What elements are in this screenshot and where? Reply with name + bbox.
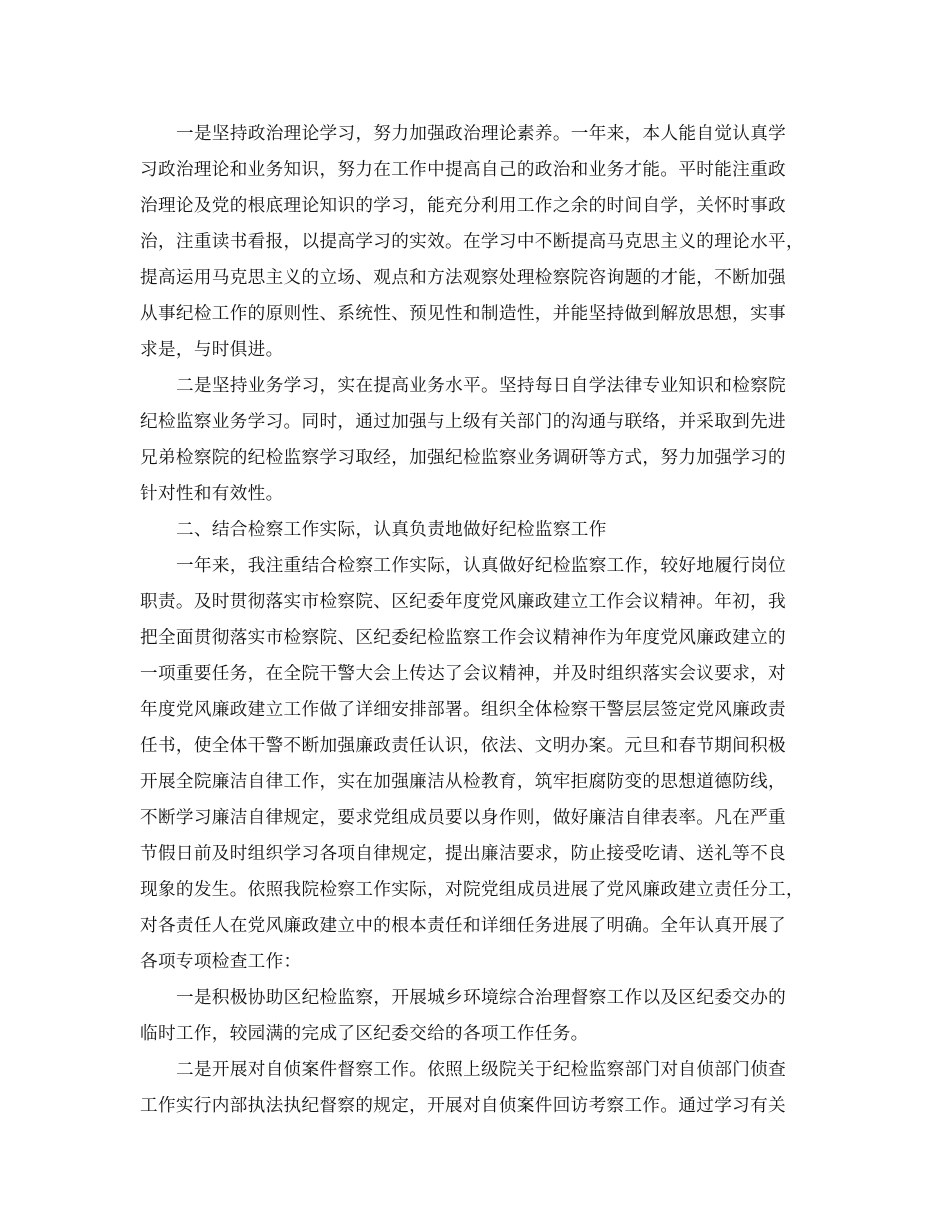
text-line: 工作实行内部执法执纪督察的规定，开展对自侦案件回访考察工作。通过学习有关 (140, 1096, 786, 1116)
text-line: 一是坚持政治理论学习，努力加强政治理论素养。一年来，本人能自觉认真学 (176, 124, 787, 144)
text-line: 各项专项检查工作： (140, 952, 302, 972)
text-line: 不断学习廉洁自律规定，要求党组成员要以身作则，做好廉洁自律表率。凡在严重 (140, 808, 786, 828)
text-line: 节假日前及时组织学习各项自律规定，提出廉洁要求，防止接受吃请、送礼等不良 (140, 844, 786, 864)
text-line: 对各责任人在党风廉政建立中的根本责任和详细任务进展了明确。全年认真开展了 (140, 916, 786, 936)
text-line: 提高运用马克思主义的立场、观点和方法观察处理检察院咨询题的才能，不断加强 (140, 268, 786, 288)
text-line: 二是坚持业务学习，实在提高业务水平。坚持每日自学法律专业知识和检察院 (176, 376, 787, 396)
text-line: 把全面贯彻落实市检察院、区纪委纪检监察工作会议精神作为年度党风廉政建立的 (140, 628, 786, 648)
text-line: 针对性和有效性。 (140, 484, 284, 504)
text-line: 临时工作，较园满的完成了区纪委交给的各项工作任务。 (140, 1024, 589, 1044)
text-line: 治，注重读书看报，以提高学习的实效。在学习中不断提高马克思主义的理论水平， (140, 232, 804, 252)
text-line: 职责。及时贯彻落实市检察院、区纪委年度党风廉政建立工作会议精神。年初，我 (140, 592, 786, 612)
text-line: 开展全院廉洁自律工作，实在加强廉洁从检教育，筑牢拒腐防变的思想道德防线， (140, 772, 786, 792)
text-line: 年度党风廉政建立工作做了详细安排部署。组织全体检察干警层层签定党风廉政责 (140, 700, 786, 720)
text-line: 任书，使全体干警不断加强廉政责任认识，依法、文明办案。元旦和春节期间积极 (140, 736, 786, 756)
text-line: 纪检监察业务学习。同时，通过加强与上级有关部门的沟通与联络，并采取到先进 (140, 412, 786, 432)
text-line: 现象的发生。依照我院检察工作实际，对院党组成员进展了党风廉政建立责任分工， (140, 880, 804, 900)
text-line: 兄弟检察院的纪检监察学习取经，加强纪检监察业务调研等方式，努力加强学习的 (140, 448, 786, 468)
text-line: 一年来，我注重结合检察工作实际，认真做好纪检监察工作，较好地履行岗位 (176, 556, 787, 576)
text-line: 一是积极协助区纪检监察，开展城乡环境综合治理督察工作以及区纪委交办的 (176, 988, 787, 1008)
text-line: 从事纪检工作的原则性、系统性、预见性和制造性，并能坚持做到解放思想，实事 (140, 304, 786, 324)
text-line: 二、结合检察工作实际，认真负责地做好纪检监察工作 (176, 520, 607, 540)
text-line: 治理论及党的根底理论知识的学习，能充分利用工作之余的时间自学，关怀时事政 (140, 196, 786, 216)
text-line: 一项重要任务，在全院干警大会上传达了会议精神，并及时组织落实会议要求，对 (140, 664, 786, 684)
text-line: 二是开展对自侦案件督察工作。依照上级院关于纪检监察部门对自侦部门侦查 (176, 1060, 787, 1080)
text-line: 习政治理论和业务知识，努力在工作中提高自己的政治和业务才能。平时能注重政 (140, 160, 786, 180)
document-body (140, 116, 816, 1124)
text-line: 求是，与时俱进。 (140, 340, 284, 360)
